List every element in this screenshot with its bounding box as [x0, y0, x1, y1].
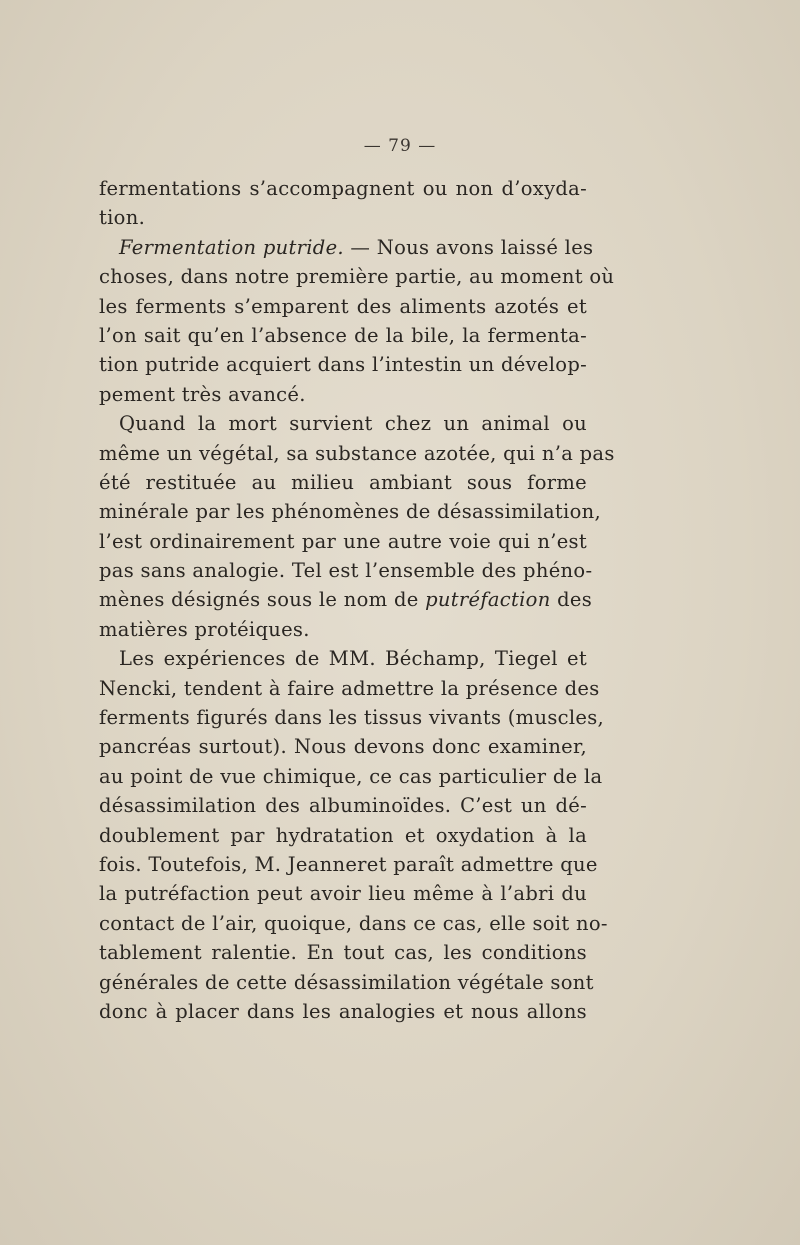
text-line: contact de l’air, quoique, dans ce cas, elle soit no- [99, 911, 608, 935]
text-line: Les expériences de MM. Béchamp, Tiegel et [119, 647, 587, 671]
text-line: fermentations s’accompagnent ou non d’oxyda- [99, 177, 587, 200]
text-line: fois. Toutefois, M. Jeanneret paraît admettre que [99, 852, 598, 876]
text-line: Nencki, tendent à faire admettre la présence des [99, 676, 600, 700]
section-heading: Fermentation putride. [119, 235, 344, 259]
text-line: l’est ordinairement par une autre voie qui n’est [99, 529, 587, 553]
text-line: Fermentation putride. — Nous avons laissé les [119, 235, 594, 259]
text-line: au point de vue chimique, ce cas particulier de la [99, 764, 603, 788]
text-line: l’on sait qu’en l’absence de la bile, la fermenta- [99, 323, 587, 347]
page-number: — 79 — [363, 136, 437, 156]
text-line: donc à placer dans les analogies et nous allons [99, 999, 587, 1023]
text-line: choses, dans notre première partie, au moment où [99, 265, 615, 289]
text-line: minérale par les phénomènes de désassimilation, [99, 500, 601, 524]
text-line: matières protéiques. [99, 617, 310, 641]
text-line: doublement par hydratation et oxydation à la [99, 823, 587, 847]
text-line: pement très avancé. [99, 382, 306, 406]
text-line: ferments figurés dans les tissus vivants (muscles, [99, 706, 605, 730]
text-line: tion putride acquiert dans l’intestin un dévelop- [99, 353, 587, 377]
text-line: générales de cette désassimilation végétale sont [99, 970, 594, 994]
text-line: mènes désignés sous le nom de putréfaction des [99, 588, 593, 612]
text-line: été restituée au milieu ambiant sous forme [99, 470, 587, 494]
body-text [99, 174, 615, 1026]
text-line: Quand la mort survient chez un animal ou [119, 412, 587, 436]
text-line: tion. [99, 206, 146, 230]
text-line: les ferments s’emparent des aliments azotés et [99, 294, 587, 318]
text-line: pas sans analogie. Tel est l’ensemble des phéno- [99, 559, 593, 583]
text-line: tablement ralentie. En tout cas, les conditions [99, 941, 587, 965]
text-line: la putréfaction peut avoir lieu même à l’abri du [99, 882, 587, 906]
text-line: même un végétal, sa substance azotée, qui n’a pas [99, 441, 615, 465]
italic-term: putréfaction [425, 588, 551, 612]
text-line: pancréas surtout). Nous devons donc examiner, [99, 735, 587, 759]
text-line: désassimilation des albuminoïdes. C’est un dé- [99, 794, 587, 818]
